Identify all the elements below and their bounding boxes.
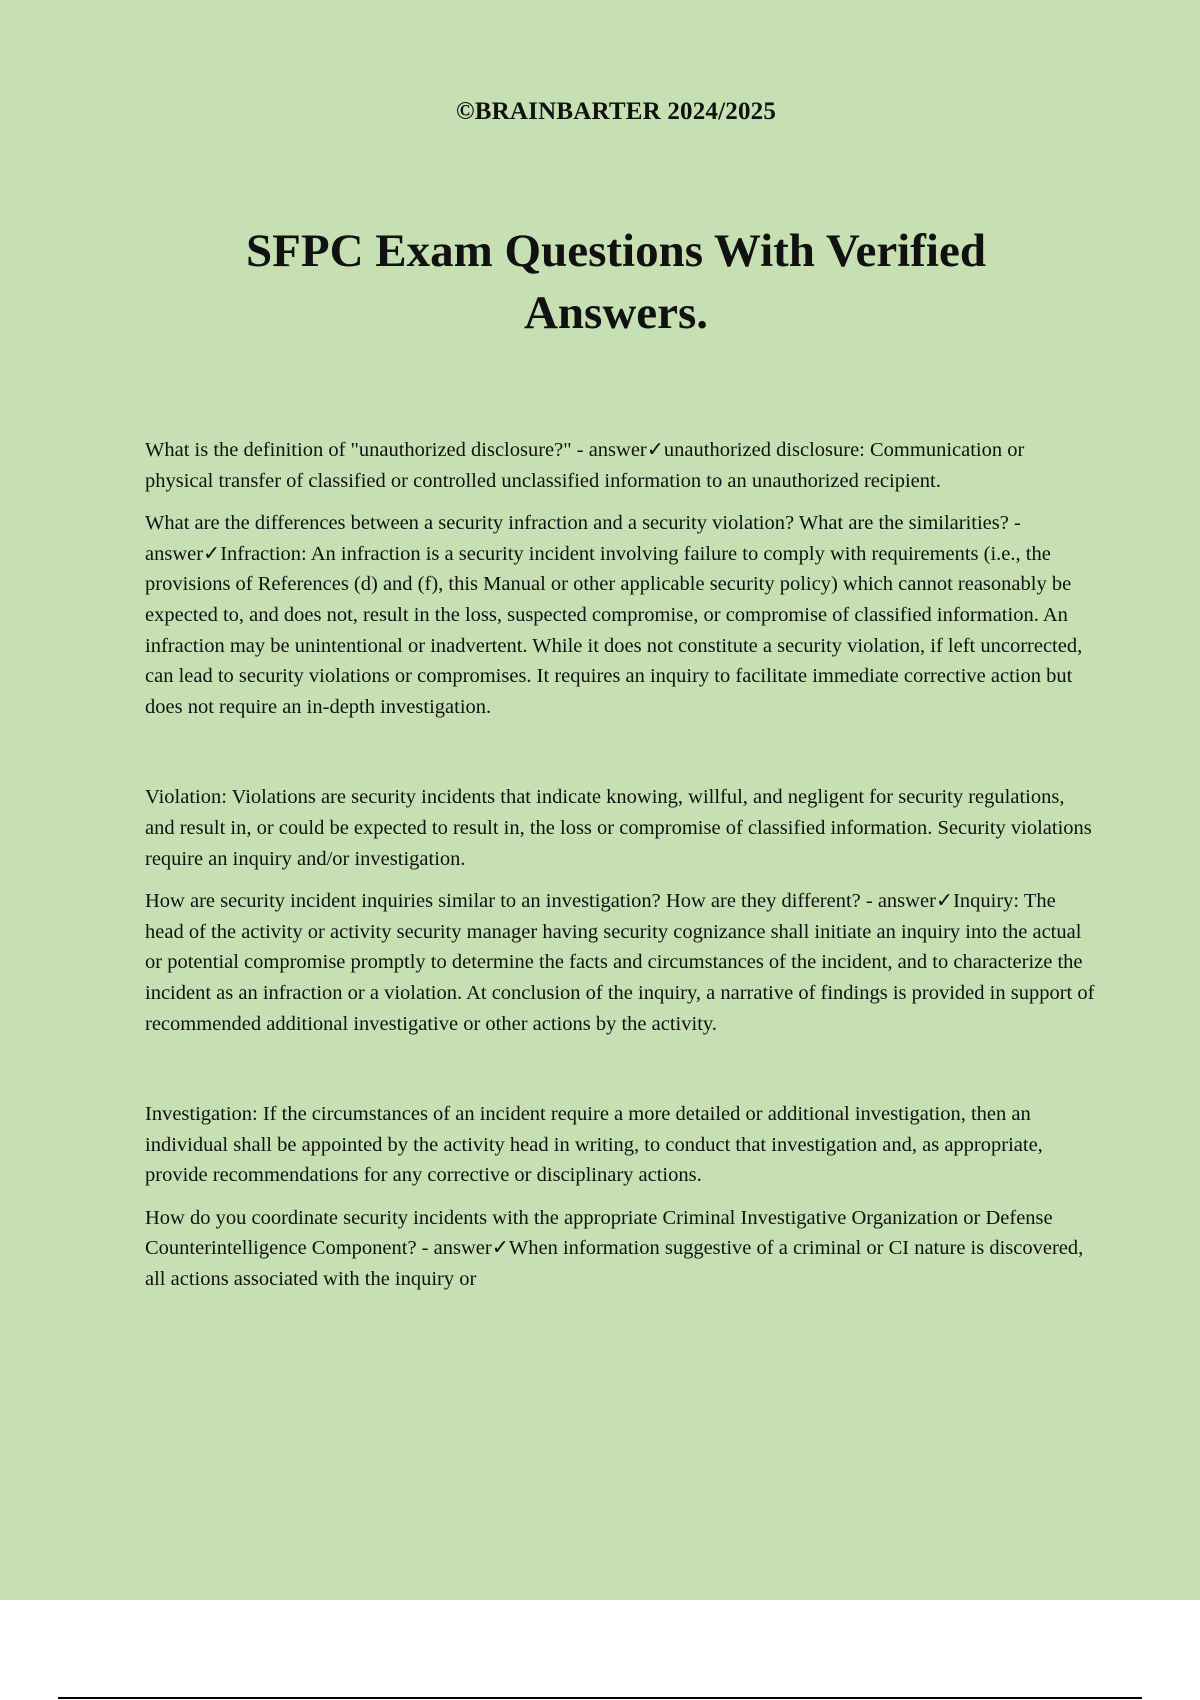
document-body xyxy=(145,435,1095,1295)
document-title xyxy=(0,220,1200,344)
investigation-definition: Investigation: If the circumstances of an incident require a more detailed or additional investigation, then an individual shall be appointed by the activity head in writing, to conduct that investigation and, as appropriate, provide recommendations for any corrective or disciplinary actions. xyxy=(145,1103,1043,1187)
qa-inquiry-vs-investigation: How are security incident inquiries similar to an investigation? How are they different? - answer✓Inquiry: The head of the activity or activity security manager having security cognizance shall initiate an inquiry into the actual or potential compromise promptly to determine the facts and circumstances of the incident, and to characterize the incident as an infraction or a violation. At conclusion of the inquiry, a narrative of findings is provided in support of recommended additional investigative or other actions by the activity. xyxy=(145,890,1095,1035)
violation-definition: Violation: Violations are security incidents that indicate knowing, willful, and negligent for security regulations, and result in, or could be expected to result in, the loss or compromise of classified information. Security violations require an inquiry and/or investigation. xyxy=(145,786,1092,870)
qa-infraction-vs-violation: What are the differences between a security infraction and a security violation? What are the similarities? - answer✓Infraction: An infraction is a security incident involving failure to comply with requirements (i.e., the provisions of References (d) and (f), this Manual or other applicable security policy) which cannot reasonably be expected to, and does not, result in the loss, suspected compromise, or compromise of classified information. An infraction may be unintentional or inadvertent. While it does not constitute a security violation, if left uncorrected, can lead to security violations or compromises. It requires an inquiry to facilitate immediate corrective action but does not require an in-depth investigation. xyxy=(145,512,1083,718)
qa-coordinate-security-incidents: How do you coordinate security incidents with the appropriate Criminal Investigative Organization or Defense Counterintelligence Component? - answer✓When information suggestive of a criminal or CI nature is discovered, all actions associated with the inquiry or xyxy=(145,1206,1084,1291)
document-title-line-2: Answers. xyxy=(523,287,709,339)
page-bottom-divider xyxy=(58,1697,1142,1699)
qa-unauthorized-disclosure: What is the definition of "unauthorized disclosure?" - answer✓unauthorized disclosure: Communication or physical transfer of classified or controlled unclassified information to an unauthorized recipient. xyxy=(145,439,1025,492)
document-title-line-1: SFPC Exam Questions With Verified xyxy=(246,225,986,277)
copyright-header: ©BRAINBARTER 2024/2025 xyxy=(455,98,777,125)
